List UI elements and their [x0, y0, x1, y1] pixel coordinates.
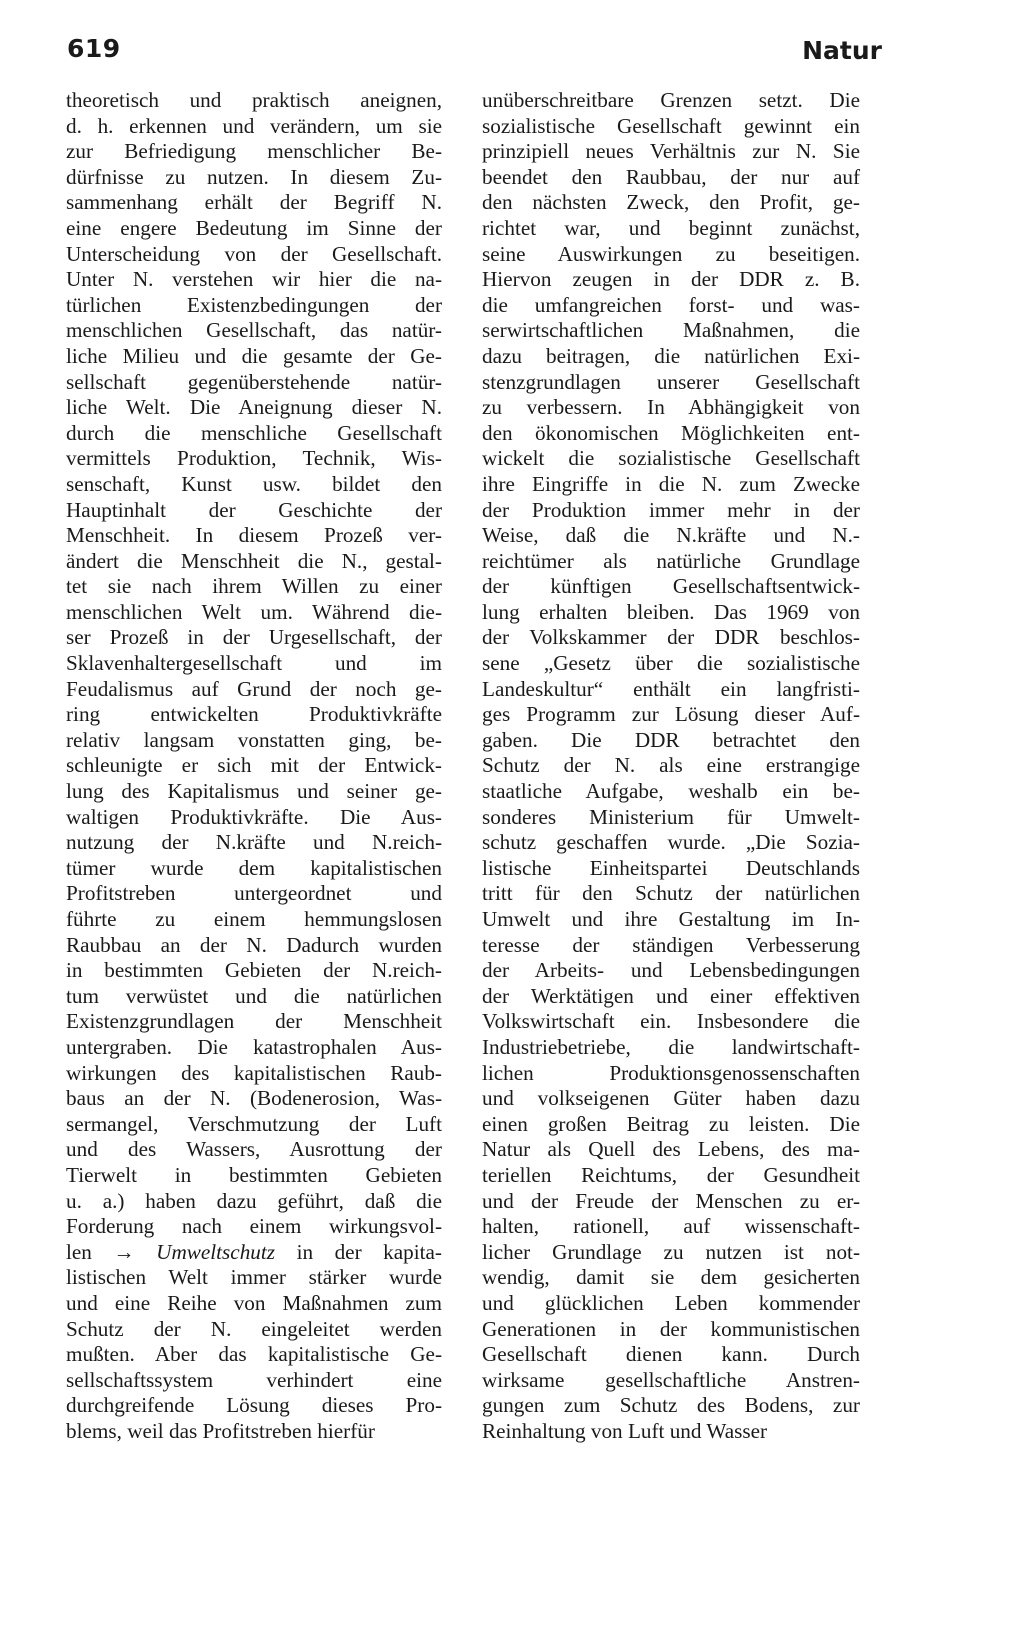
right-column-line: unüberschreitbare Grenzen setzt. Die: [482, 88, 860, 112]
right-column-line: reichtümer als natürliche Grundlage: [482, 548, 860, 573]
right-column-line: Schutz der N. als eine erstrangige: [482, 753, 860, 778]
left-column-line: ser Prozeß in der Urgesellschaft, der: [66, 625, 442, 650]
left-column-line: ändert die Menschheit die N., gestal-: [66, 548, 442, 573]
left-column-line: und eine Reihe von Maßnahmen zum: [66, 1290, 442, 1315]
page-number: 619: [67, 34, 121, 63]
left-column-line: menschlichen Gesellschaft, das natür-: [66, 318, 442, 343]
left-text-column: [66, 88, 442, 1444]
right-column-line: Weise, daß die N.kräfte und N.-: [482, 523, 860, 548]
left-column-line: Tierwelt in bestimmten Gebieten: [66, 1162, 442, 1187]
left-column-line: Profitstreben untergeordnet und: [66, 881, 442, 906]
right-column-line: sozialistische Gesellschaft gewinnt ein: [482, 113, 860, 138]
cross-reference-umweltschutz: Umweltschutz: [156, 1239, 276, 1264]
right-column-line: serwirtschaftlichen Maßnahmen, die: [482, 318, 860, 343]
left-column-line: blems, weil das Profitstreben hierfür: [66, 1418, 375, 1443]
right-column-line: der Produktion immer mehr in der: [482, 497, 860, 522]
left-column-line: schleunigte er sich mit der Entwick-: [66, 753, 442, 778]
right-column-line: Reinhaltung von Luft und Wasser: [482, 1418, 768, 1443]
right-column-line: Industriebetriebe, die landwirtschaft-: [482, 1034, 860, 1059]
right-column-line: Generationen in der kommunistischen: [482, 1316, 860, 1341]
right-column-line: teresse der ständigen Verbesserung: [482, 932, 860, 957]
left-column-line: Menschheit. In diesem Prozeß ver-: [66, 523, 442, 548]
left-column-line: wirkungen des kapitalistischen Raub-: [66, 1060, 442, 1085]
left-column-line: durchgreifende Lösung dieses Pro-: [66, 1393, 442, 1418]
right-column-line: lung erhalten bleiben. Das 1969 von: [482, 599, 860, 624]
left-column-line: türlichen Existenzbedingungen der: [66, 292, 442, 317]
right-column-line: ges Programm zur Lösung dieser Auf-: [482, 702, 860, 727]
left-column-line: waltigen Produktivkräfte. Die Aus-: [66, 804, 442, 829]
right-column-line: und der Freude der Menschen zu er-: [482, 1188, 860, 1213]
right-column-line: licher Grundlage zu nutzen ist not-: [482, 1239, 860, 1264]
right-column-line: Natur als Quell des Lebens, des ma-: [482, 1137, 860, 1162]
special-line-after: in der kapita-: [275, 1239, 442, 1264]
right-column-line: Umwelt und ihre Gestaltung im In-: [482, 907, 860, 931]
left-column-line: sellschaft gegenüberstehende natür-: [66, 369, 442, 394]
right-text-column: [482, 88, 860, 1444]
left-column-line: eine engere Bedeutung im Sinne der: [66, 215, 442, 240]
right-column-line: sonderes Ministerium für Umwelt-: [482, 804, 860, 829]
left-column-line: [66, 1240, 442, 1266]
right-column-line: gaben. Die DDR betrachtet den: [482, 727, 860, 752]
left-column-line: liche Milieu und die gesamte der Ge-: [66, 343, 442, 368]
right-column-line: einen großen Beitrag zu leisten. Die: [482, 1111, 860, 1136]
right-column-line: staatliche Aufgabe, weshalb ein be-: [482, 779, 860, 804]
left-column-line: tümer wurde dem kapitalistischen: [66, 855, 442, 880]
right-column-line: zu verbessern. In Abhängigkeit von: [482, 395, 860, 420]
left-column-line: Raubbau an der N. Dadurch wurden: [66, 932, 442, 957]
left-column-line: Feudalismus auf Grund der noch ge-: [66, 676, 442, 701]
right-column-line: halten, rationell, auf wissenschaft-: [482, 1214, 860, 1239]
right-column-line: listische Einheitspartei Deutschlands: [482, 855, 860, 880]
left-column-line: listischen Welt immer stärker wurde: [66, 1265, 442, 1290]
left-column-line: durch die menschliche Gesellschaft: [66, 420, 442, 445]
left-column-line: sellschaftssystem verhindert eine: [66, 1367, 442, 1392]
left-column-line: mußten. Aber das kapitalistische Ge-: [66, 1342, 442, 1367]
right-column-line: seine Auswirkungen zu beseitigen.: [482, 241, 860, 266]
right-column-line: Landeskultur“ enthält ein langfristi-: [482, 676, 860, 701]
right-column-line: den ökonomischen Möglichkeiten ent-: [482, 420, 860, 445]
left-column-line: Hauptinhalt der Geschichte der: [66, 497, 442, 522]
right-column-line: stenzgrundlagen unserer Gesellschaft: [482, 369, 860, 394]
right-column-line: Volkswirtschaft ein. Insbesondere die: [482, 1009, 860, 1034]
right-column-line: prinzipiell neues Verhältnis zur N. Sie: [482, 139, 860, 164]
left-column-line: lung des Kapitalismus und seiner ge-: [66, 779, 442, 804]
left-column-line: menschlichen Welt um. Während die-: [66, 599, 442, 624]
left-column-line: in bestimmten Gebieten der N.reich-: [66, 958, 442, 983]
left-column-line: senschaft, Kunst usw. bildet den: [66, 471, 442, 496]
right-column-line: lichen Produktionsgenossenschaften: [482, 1060, 860, 1085]
right-column-line: Hiervon zeugen in der DDR z. B.: [482, 267, 860, 292]
right-column-line: wirksame gesellschaftliche Anstren-: [482, 1367, 860, 1392]
left-column-line: sermangel, Verschmutzung der Luft: [66, 1111, 442, 1136]
left-column-line: Schutz der N. eingeleitet werden: [66, 1316, 442, 1341]
right-column-line: sene „Gesetz über die sozialistische: [482, 651, 860, 676]
right-column-line: dazu beitragen, die natürlichen Exi-: [482, 343, 860, 368]
left-column-line: theoretisch und praktisch aneignen,: [66, 88, 442, 112]
right-column-line: der künftigen Gesellschaftsentwick-: [482, 574, 860, 599]
right-column-line: richtet war, und beginnt zunächst,: [482, 215, 860, 240]
right-column-line: ihre Eingriffe in die N. zum Zwecke: [482, 471, 860, 496]
left-column-line: dürfnisse zu nutzen. In diesem Zu-: [66, 164, 442, 189]
right-column-line: beendet den Raubbau, der nur auf: [482, 164, 860, 189]
left-column-line: zur Befriedigung menschlicher Be-: [66, 139, 442, 164]
left-column-line: Unterscheidung von der Gesellschaft.: [66, 241, 442, 266]
left-column-line: führte zu einem hemmungslosen: [66, 907, 442, 931]
left-column-line: Sklavenhaltergesellschaft und im: [66, 651, 442, 676]
left-column-line: tum verwüstet und die natürlichen: [66, 983, 442, 1008]
left-column-line: Existenzgrundlagen der Menschheit: [66, 1009, 442, 1034]
left-column-line: liche Welt. Die Aneignung dieser N.: [66, 395, 442, 420]
right-column-line: gungen zum Schutz des Bodens, zur: [482, 1393, 860, 1418]
left-column-line: untergraben. Die katastrophalen Aus-: [66, 1034, 442, 1059]
right-column-line: der Werktätigen und einer effektiven: [482, 983, 860, 1008]
left-column-line: und des Wassers, Ausrottung der: [66, 1137, 442, 1162]
right-column-line: und glücklichen Leben kommender: [482, 1290, 860, 1315]
right-column-line: wendig, damit sie dem gesicherten: [482, 1265, 860, 1290]
left-column-line: nutzung der N.kräfte und N.reich-: [66, 830, 442, 855]
left-column-line: u. a.) haben dazu geführt, daß die: [66, 1188, 442, 1213]
left-column-line: Forderung nach einem wirkungsvol-: [66, 1214, 442, 1239]
special-line-before: len →: [66, 1239, 157, 1264]
right-column-line: der Volkskammer der DDR beschlos-: [482, 625, 860, 650]
right-column-line: die umfangreichen forst- und was-: [482, 292, 860, 317]
left-column-line: d. h. erkennen und verändern, um sie: [66, 113, 442, 138]
left-column-line: relativ langsam vonstatten ging, be-: [66, 727, 442, 752]
running-head-title: Natur: [802, 36, 882, 65]
right-column-line: teriellen Reichtums, der Gesundheit: [482, 1162, 860, 1187]
left-column-line: baus an der N. (Bodenerosion, Was-: [66, 1086, 442, 1111]
left-column-line: Unter N. verstehen wir hier die na-: [66, 267, 442, 292]
right-column-line: wickelt die sozialistische Gesellschaft: [482, 446, 860, 471]
left-column-line: tet sie nach ihrem Willen zu einer: [66, 574, 442, 599]
left-column-line: ring entwickelten Produktivkräfte: [66, 702, 442, 727]
right-column-line: tritt für den Schutz der natürlichen: [482, 881, 860, 906]
right-column-line: und volkseigenen Güter haben dazu: [482, 1086, 860, 1111]
right-column-line: Gesellschaft dienen kann. Durch: [482, 1342, 860, 1367]
left-column-line: sammenhang erhält der Begriff N.: [66, 190, 442, 215]
right-column-line: der Arbeits- und Lebensbedingungen: [482, 958, 860, 983]
right-column-line: schutz geschaffen wurde. „Die Sozia-: [482, 830, 860, 855]
right-column-line: den nächsten Zweck, den Profit, ge-: [482, 190, 860, 215]
left-column-line: vermittels Produktion, Technik, Wis-: [66, 446, 442, 471]
